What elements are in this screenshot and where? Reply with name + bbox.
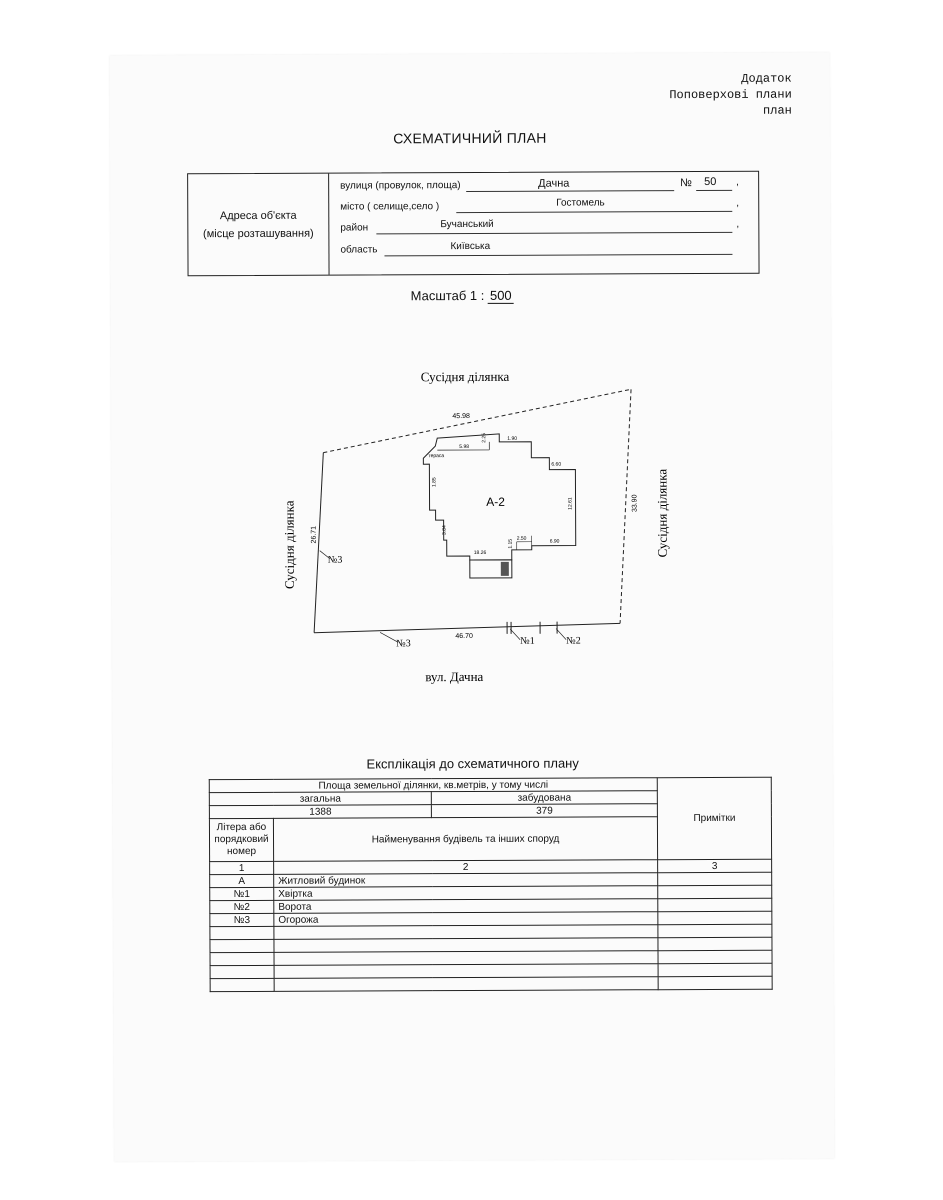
city-label: місто ( селище,село ) [340,201,440,213]
number-underline [696,190,732,191]
area-header: Площа земельної ділянки, кв.метрів, у тому числі [209,778,657,793]
marker-n3-bottom: №3 [396,638,411,650]
region-underline [384,254,732,257]
explication-title: Експлікація до схематичного плану [366,755,579,772]
dim-right: 33.90 [631,494,639,513]
col2-number: 2 [274,860,658,875]
appendix-line2: Поповерхові плани [669,87,792,103]
row-name: Хвіртка [274,886,658,901]
row-id: №2 [210,900,274,913]
dim-b3: 6.60 [551,461,562,468]
dim-left: 26.71 [310,525,318,544]
row-name: Огорожа [274,912,658,927]
city-underline [456,211,732,213]
page-title: СХЕМАТИЧНИЙ ПЛАН [393,129,547,147]
address-label [188,174,329,276]
col1-header: Літера або порядковий номер [209,818,273,861]
scale-label: Масштаб 1 : [410,287,485,304]
parcel-top-boundary [323,389,631,452]
col3-number: 3 [658,859,772,872]
district-value: Бучанський [440,218,494,231]
notes-header: Примітки [657,777,771,859]
address-label-line2: (місце розташування) [203,227,314,240]
explication-table [209,777,773,992]
street-value: Дачна [538,177,570,190]
scale [411,288,514,303]
dim-top: 45.98 [452,413,470,421]
dim-b9: 3.84 [441,525,448,535]
dim-b11: 2.25 [481,433,488,443]
appendix-line1: Додаток [741,71,792,86]
dim-b8: 1.85 [431,477,438,488]
row-id: №3 [210,913,274,926]
address-label-line1: Адреса об'єкта [219,209,297,222]
total-value: 1388 [209,805,431,819]
porch-steps [501,562,509,576]
appendix-line3: план [762,103,792,118]
street-label: вулиця (провулок, площа) [340,180,461,192]
total-label: загальна [209,792,431,806]
dim-b5: 6.90 [549,538,560,545]
col2-header: Найменування будівель та інших споруд [273,817,657,862]
number-value: 50 [704,175,717,188]
address-box: Адреса об'єкта (місце розташування) вулиця (провулок, площа) Дачна № 50 , місто ( селище,село ) Гостомель , район Бучанський , область Київська [187,171,759,276]
row-id: №1 [210,887,274,900]
city-value: Гостомель [556,197,605,209]
scale-value: 500 [488,288,514,304]
dim-bottom: 46.70 [455,632,473,641]
street-underline [466,190,674,192]
leader-n1 [510,629,520,640]
parcel-right-boundary [619,389,632,623]
region-value: Київська [450,240,491,253]
label-top-neighbor: Сусідня ділянка [420,368,510,385]
marker-n2: №2 [566,635,581,647]
marker-n3-left: №3 [327,554,343,566]
label-street: вул. Дачна [425,668,484,685]
site-plan [111,352,832,695]
dim-b6: 2.50 [516,535,527,542]
row-name: Житловий будинок [274,873,658,888]
terrace-label: тераса [428,453,445,460]
leader-n2 [556,629,566,640]
table-row [210,976,772,991]
dim-b7: 18.26 [473,549,487,556]
dim-b2: 5.98 [459,444,470,451]
region-label: область [340,244,378,256]
dim-b1: 1.90 [507,435,518,442]
built-label: забудована [431,791,657,805]
dim-b4: 12.61 [567,497,574,510]
row-name: Ворота [274,899,658,914]
col1-number: 1 [210,861,274,874]
marker-n1: №1 [520,635,535,647]
appendix-note [669,71,792,120]
dim-b10: 1.15 [507,538,514,549]
building-label: А-2 [486,494,505,509]
district-underline [376,232,732,235]
row-id: А [210,874,274,887]
parcel-bottom-boundary [314,623,620,632]
label-right-neighbor: Сусідня ділянка [654,468,670,558]
table-row [209,777,771,792]
built-value: 379 [431,804,657,818]
district-label: район [340,222,369,234]
label-left-neighbor: Сусідня ділянка [281,500,297,590]
number-label: № [680,177,692,190]
document-page [110,52,835,1161]
